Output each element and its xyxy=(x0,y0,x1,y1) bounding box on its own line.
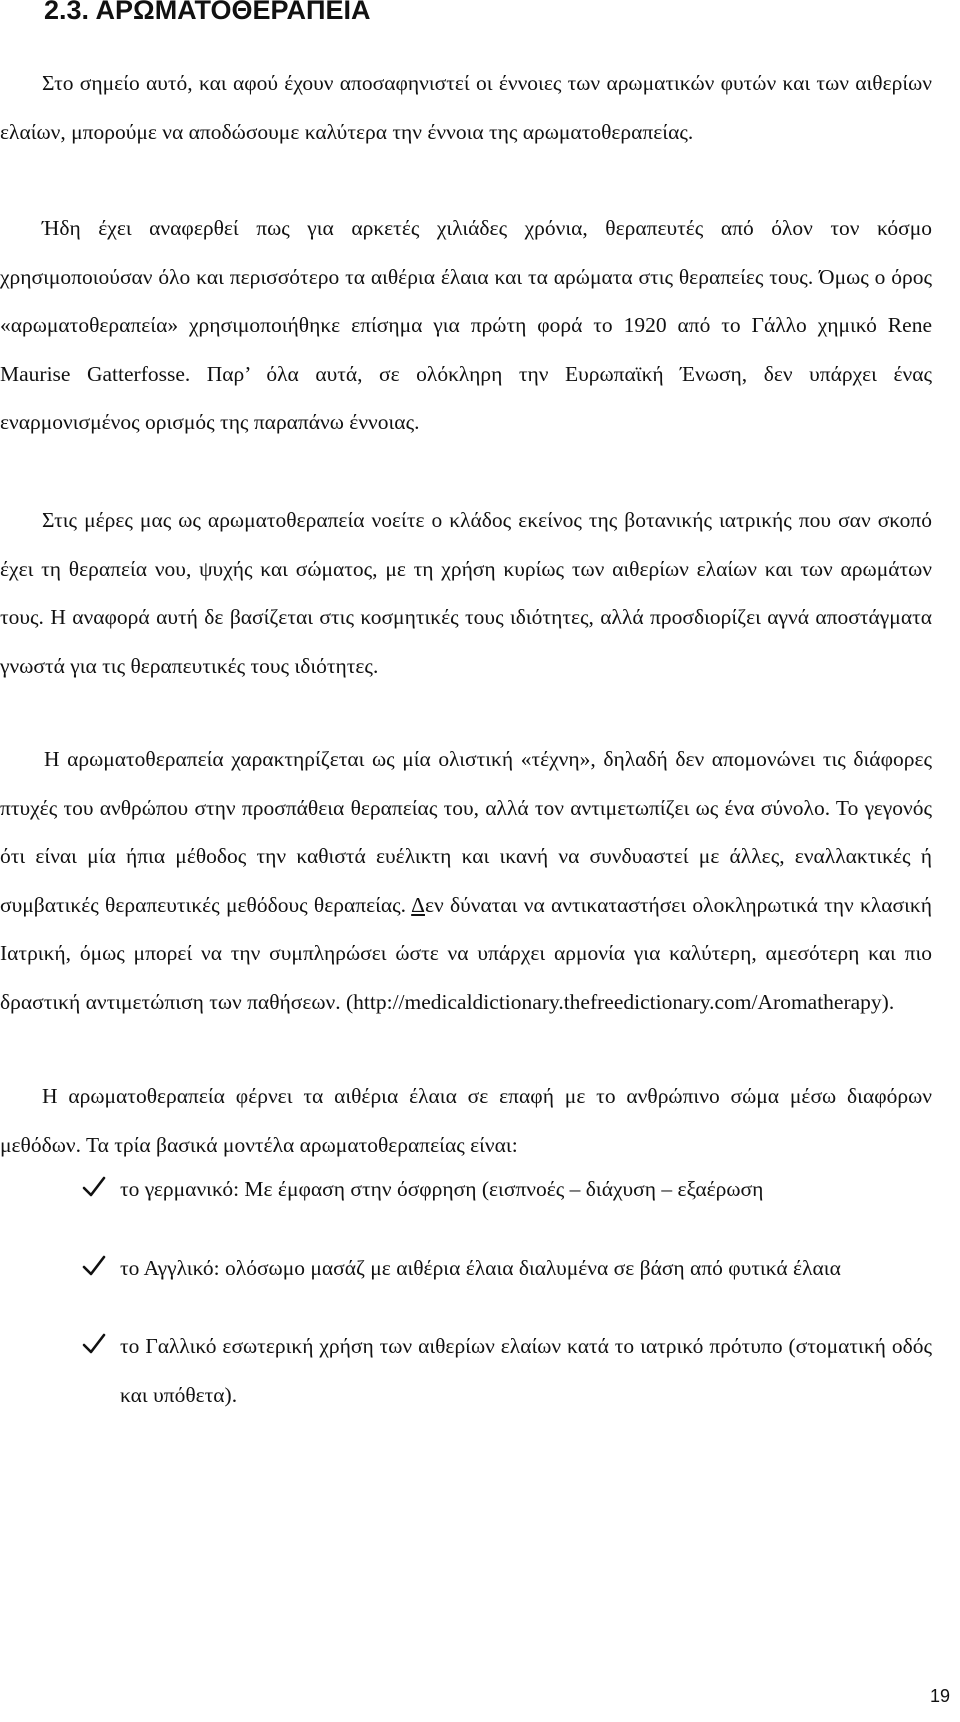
paragraph-holistic-part2: εν δύναται να αντικαταστήσει ολοκληρωτικά την κλασική Ιατρική, όμως μπορεί να την συμπληρώσει ώστε να υπάρχει αρμονία για καλύτερη, αμεσότερη και πιο δραστική αντιμετώπιση των παθήσεων. (http://medicaldictionary.thefreedictionary.com/Aromatherapy). xyxy=(0,892,932,1014)
paragraph-holistic-part1: Η αρωματοθεραπεία χαρακτηρίζεται ως μία ολιστική «τέχνη», δηλαδή δεν απομονώνει τις διάφορες πτυχές του ανθρώπου στην προσπάθεια θεραπείας του, αλλά τον αντιμετωπίζει ως ένα σύνολο. Το γεγονός ότι είναι μία ήπια μέθοδος την καθιστά ευέλικτη και ικανή να συνδυαστεί με άλλες, εναλλακτικές ή συμβατικές θεραπευτικές μεθόδους θεραπείας. xyxy=(0,747,932,917)
paragraph-intro: Στο σημείο αυτό, και αφού έχουν αποσαφηνιστεί οι έννοιες των αρωματικών φυτών και των αιθερίων ελαίων, μπορούμε να αποδώσουμε καλύτερα την έννοια της αρωματοθεραπείας. xyxy=(0,71,932,144)
paragraph-definition: Στις μέρες μας ως αρωματοθεραπεία νοείτε ο κλάδος εκείνος της βοτανικής ιατρικής που σαν σκοπό έχει τη θεραπεία νου, ψυχής και σώματος, με τη χρήση κυρίως των αιθερίων ελαίων και των αρωμάτων τους. Η αναφορά αυτή δε βασίζεται στις κοσμητικές τους ιδιότητες, αλλά προσδιορίζει αγνά αποστάγματα γνωστά για τις θεραπευτικές τους ιδιότητες. xyxy=(0,508,932,678)
checklist-item xyxy=(0,1165,932,1214)
checklist-item-text: το γερμανικό: Με έμφαση στην όσφρηση (εισπνοές – διάχυση – εξαέρωση xyxy=(120,1177,764,1201)
paragraph-history: Ήδη έχει αναφερθεί πως για αρκετές χιλιάδες χρόνια, θεραπευτές από όλον τον κόσμο χρησιμοποιούσαν όλο και περισσότερο τα αιθέρια έλαια και τα αρώματα στις θεραπείες τους. Όμως ο όρος «αρωματοθεραπεία» χρησιμοποιήθηκε επίσημα για πρώτη φορά το 1920 από το Γάλλο χημικό Rene Maurise Gatterfosse. Παρ’ όλα αυτά, σε ολόκληρη την Ευρωπαϊκή Ένωση, δεν υπάρχει ένας εναρμονισμένος ορισμός της παραπάνω έννοιας. xyxy=(0,216,932,434)
checkmark-icon xyxy=(82,1332,106,1356)
checklist-item-text: το Γαλλικό εσωτερική χρήση των αιθερίων ελαίων κατά το ιατρικό πρότυπο (στοματική οδός και υπόθετα). xyxy=(120,1334,932,1407)
page-number: 19 xyxy=(929,1686,950,1706)
models-checklist xyxy=(0,1165,932,1449)
checklist-item-text: το Αγγλικό: ολόσωμο μασάζ με αιθέρια έλαια διαλυμένα σε βάση από φυτικά έλαια xyxy=(120,1255,841,1280)
section-heading: 2.3. ΑΡΩΜΑΤΟΘΕΡΑΠΕΙΑ xyxy=(44,0,371,25)
checkmark-icon xyxy=(82,1254,106,1278)
checklist-item xyxy=(0,1322,932,1419)
paragraph-holistic-underlined-letter: Δ xyxy=(411,892,425,917)
paragraph-models: Η αρωματοθεραπεία φέρνει τα αιθέρια έλαια σε επαφή με το ανθρώπινο σώμα μέσω διαφόρων μεθόδων. Τα τρία βασικά μοντέλα αρωματοθεραπείας είναι: xyxy=(0,1084,932,1157)
checkmark-icon xyxy=(82,1175,106,1199)
paragraph-holistic xyxy=(0,735,932,1026)
checklist-item xyxy=(0,1244,932,1293)
